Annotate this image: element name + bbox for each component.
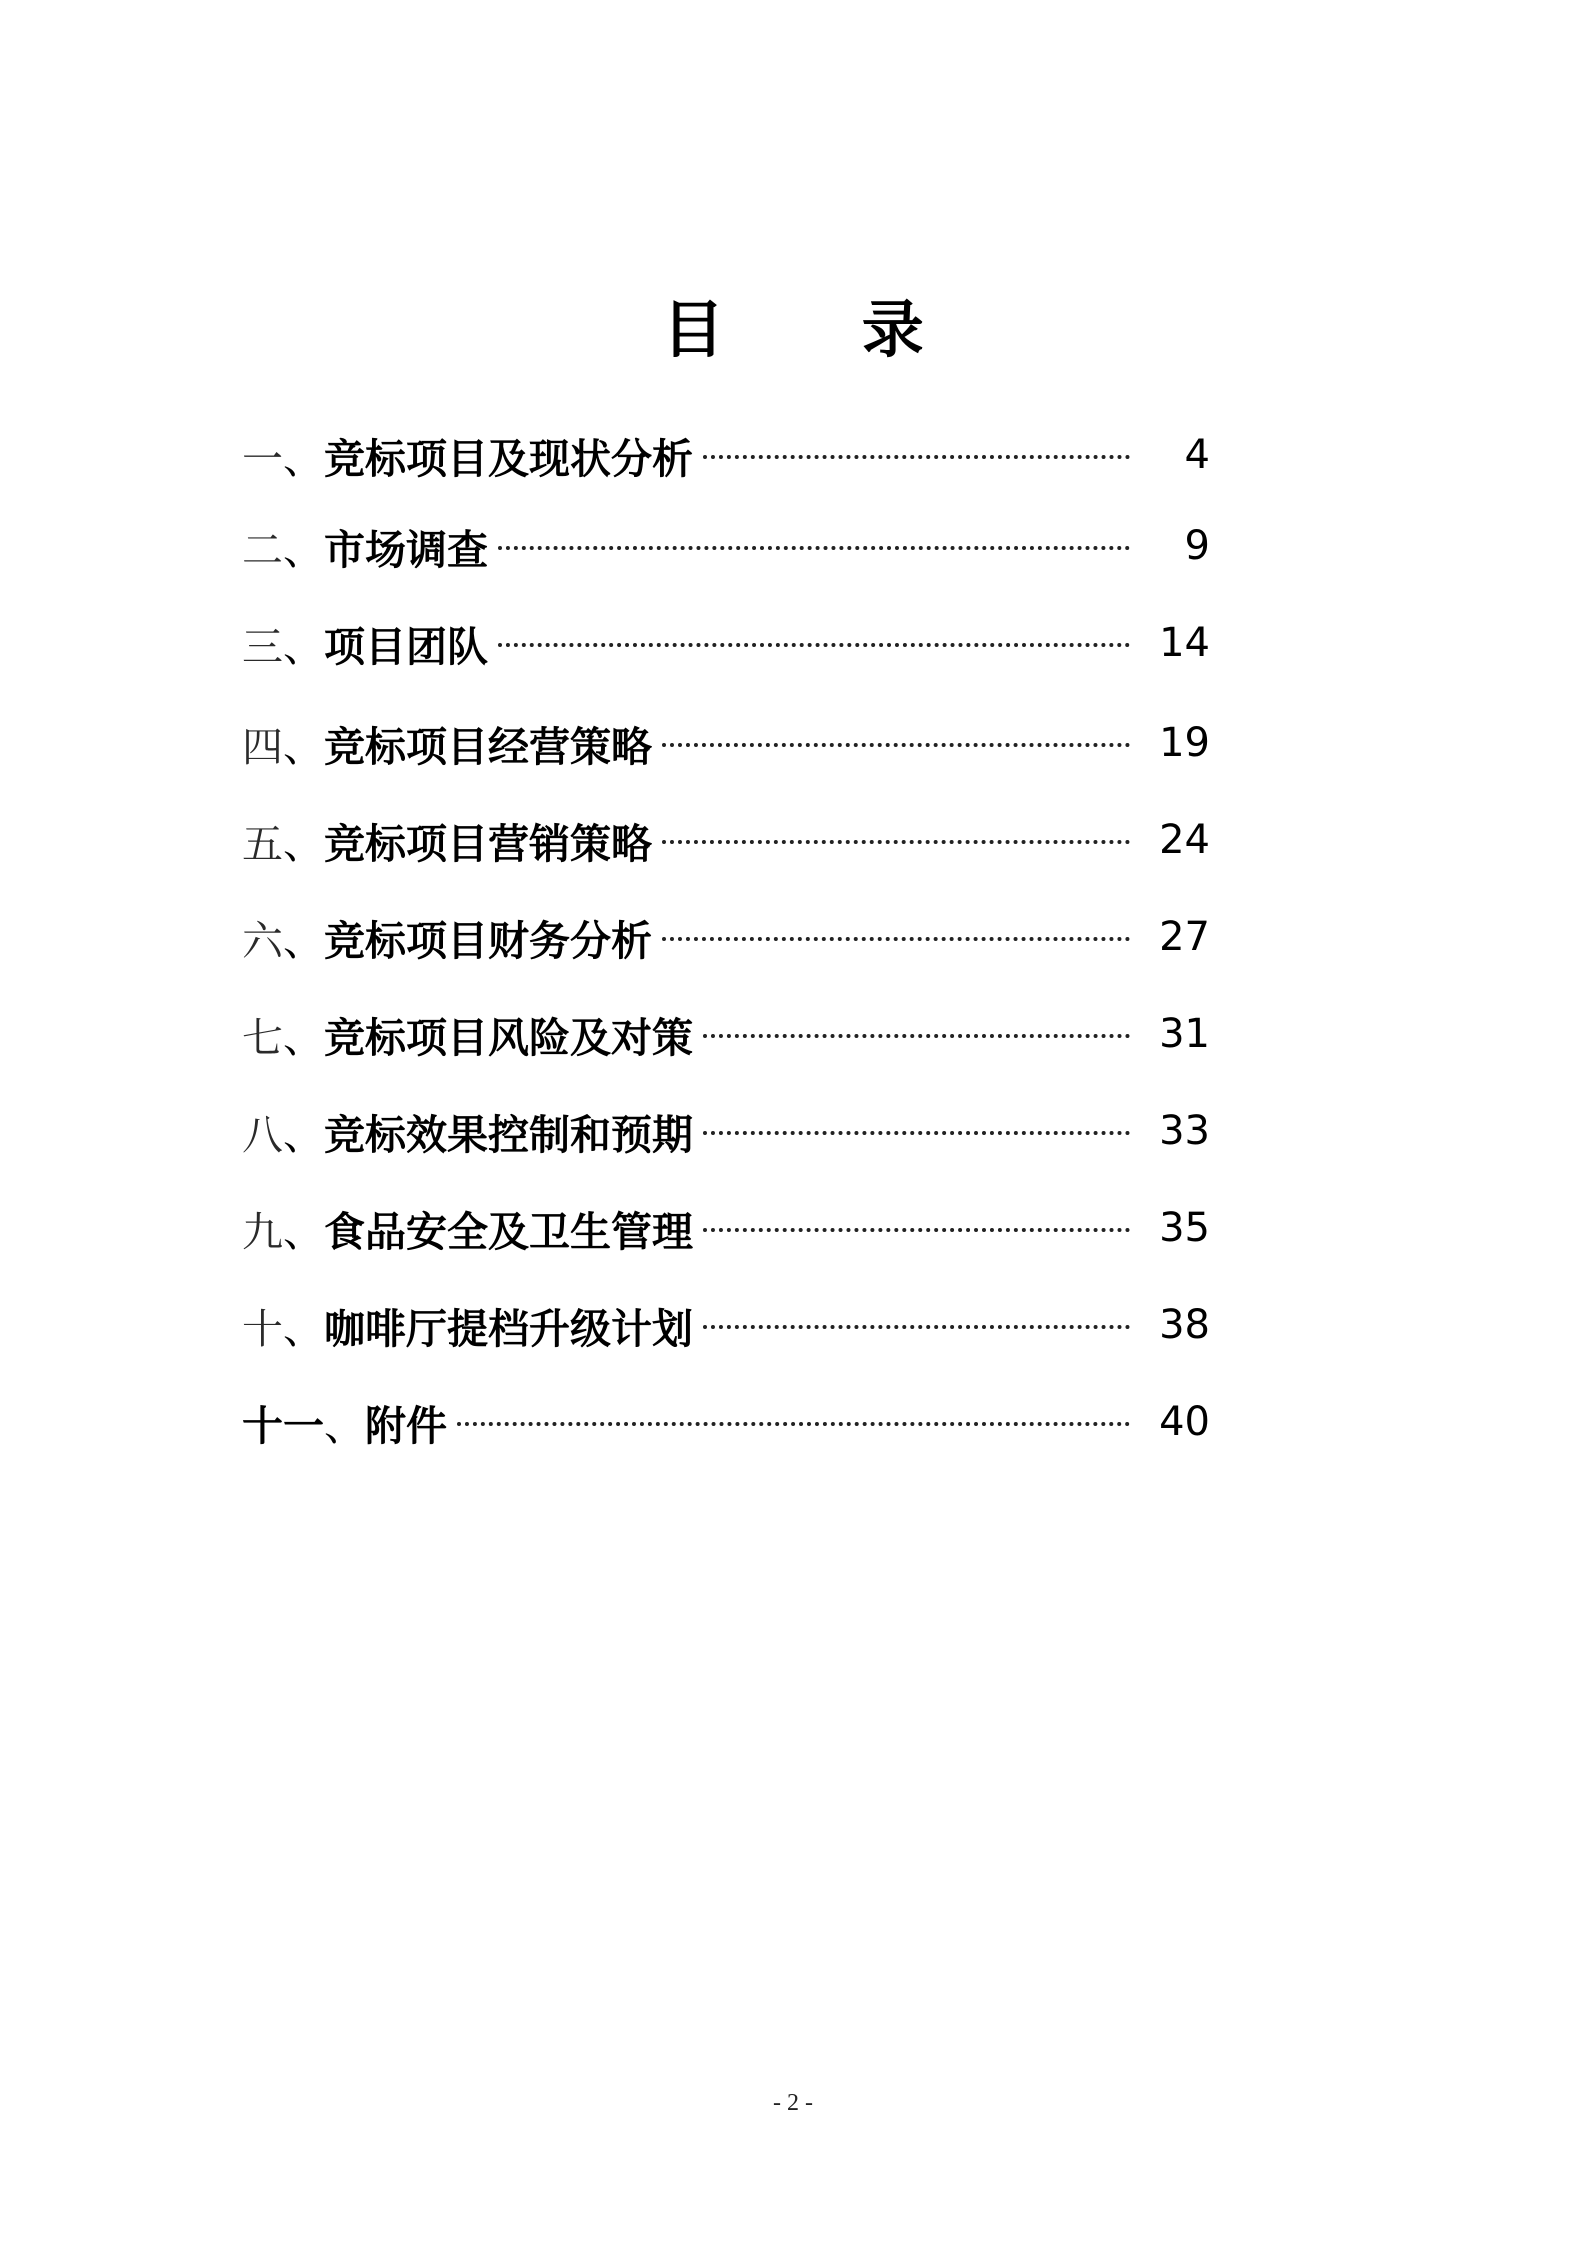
toc-entry-number: 二 xyxy=(242,525,283,574)
toc-entry-separator: 、 xyxy=(283,1013,324,1062)
toc-entry-separator: 、 xyxy=(283,622,324,671)
toc-entry-page: 14 xyxy=(1159,620,1210,666)
toc-entry-separator: 、 xyxy=(283,1110,324,1159)
toc-entry-page: 24 xyxy=(1159,817,1210,863)
toc-entry[interactable] xyxy=(242,427,1210,483)
toc-entry-title: 竞标项目风险及对策 xyxy=(324,1013,693,1062)
dot-leader xyxy=(662,937,1130,941)
toc-entry-title: 竞标项目财务分析 xyxy=(324,916,652,965)
dot-leader xyxy=(703,1131,1130,1135)
toc-entry-page: 33 xyxy=(1159,1108,1210,1154)
toc-entry-number: 四 xyxy=(242,722,283,771)
dot-leader xyxy=(703,1228,1130,1232)
toc-title: 目 录 xyxy=(662,293,982,366)
toc-entry-number: 八 xyxy=(242,1110,283,1159)
dot-leader xyxy=(457,1422,1130,1426)
toc-entry[interactable] xyxy=(242,1006,1210,1062)
toc-entry[interactable] xyxy=(242,1297,1210,1353)
toc-entry-number: 三 xyxy=(242,622,283,671)
toc-entry-number: 五 xyxy=(242,819,283,868)
toc-entry-separator: 、 xyxy=(283,1207,324,1256)
toc-entry[interactable] xyxy=(242,715,1210,771)
dot-leader xyxy=(662,840,1130,844)
toc-entry-page: 31 xyxy=(1159,1011,1210,1057)
dot-leader xyxy=(498,643,1130,647)
toc-entry-page: 19 xyxy=(1159,720,1210,766)
toc-entry-page: 35 xyxy=(1159,1205,1210,1251)
toc-entry[interactable] xyxy=(242,615,1210,671)
toc-entry-title: 项目团队 xyxy=(324,622,488,671)
toc-entry-title: 竞标效果控制和预期 xyxy=(324,1110,693,1159)
toc-entry-title: 竞标项目经营策略 xyxy=(324,722,652,771)
toc-entry-number: 七 xyxy=(242,1013,283,1062)
toc-entry[interactable] xyxy=(242,1103,1210,1159)
toc-entry-separator: 、 xyxy=(283,525,324,574)
toc-entry-separator: 、 xyxy=(283,819,324,868)
toc-entry-separator: 、 xyxy=(283,1304,324,1353)
toc-entry[interactable] xyxy=(242,1394,1210,1450)
toc-entry[interactable] xyxy=(242,1200,1210,1256)
toc-entry-title: 食品安全及卫生管理 xyxy=(324,1207,693,1256)
toc-entry-separator: 、 xyxy=(283,722,324,771)
toc-entry-title: 咖啡厅提档升级计划 xyxy=(324,1304,693,1353)
toc-entry-number: 九 xyxy=(242,1207,283,1256)
dot-leader xyxy=(498,546,1130,550)
dot-leader xyxy=(703,455,1130,459)
page-number-footer: - 2 - xyxy=(773,2090,813,2116)
dot-leader xyxy=(703,1034,1130,1038)
toc-entry[interactable] xyxy=(242,812,1210,868)
toc-entry-separator: 、 xyxy=(283,434,324,483)
toc-entry-number: 六 xyxy=(242,916,283,965)
dot-leader xyxy=(703,1325,1130,1329)
toc-entry-title: 市场调查 xyxy=(324,525,488,574)
toc-entry-number: 一 xyxy=(242,434,283,483)
toc-entry-number: 十一 xyxy=(242,1401,324,1450)
dot-leader xyxy=(662,743,1130,747)
toc-entry-page: 27 xyxy=(1159,914,1210,960)
toc-entry[interactable] xyxy=(242,909,1210,965)
toc-entry-separator: 、 xyxy=(324,1401,365,1450)
toc-entry-page: 40 xyxy=(1159,1399,1210,1445)
toc-entry-page: 4 xyxy=(1184,432,1210,478)
toc-entry-page: 38 xyxy=(1159,1302,1210,1348)
toc-entry-title: 附件 xyxy=(365,1401,447,1450)
toc-entry-title: 竞标项目营销策略 xyxy=(324,819,652,868)
toc-entry-page: 9 xyxy=(1184,523,1210,569)
toc-entry[interactable] xyxy=(242,518,1210,574)
toc-entry-number: 十 xyxy=(242,1304,283,1353)
toc-entry-separator: 、 xyxy=(283,916,324,965)
toc-entry-title: 竞标项目及现状分析 xyxy=(324,434,693,483)
